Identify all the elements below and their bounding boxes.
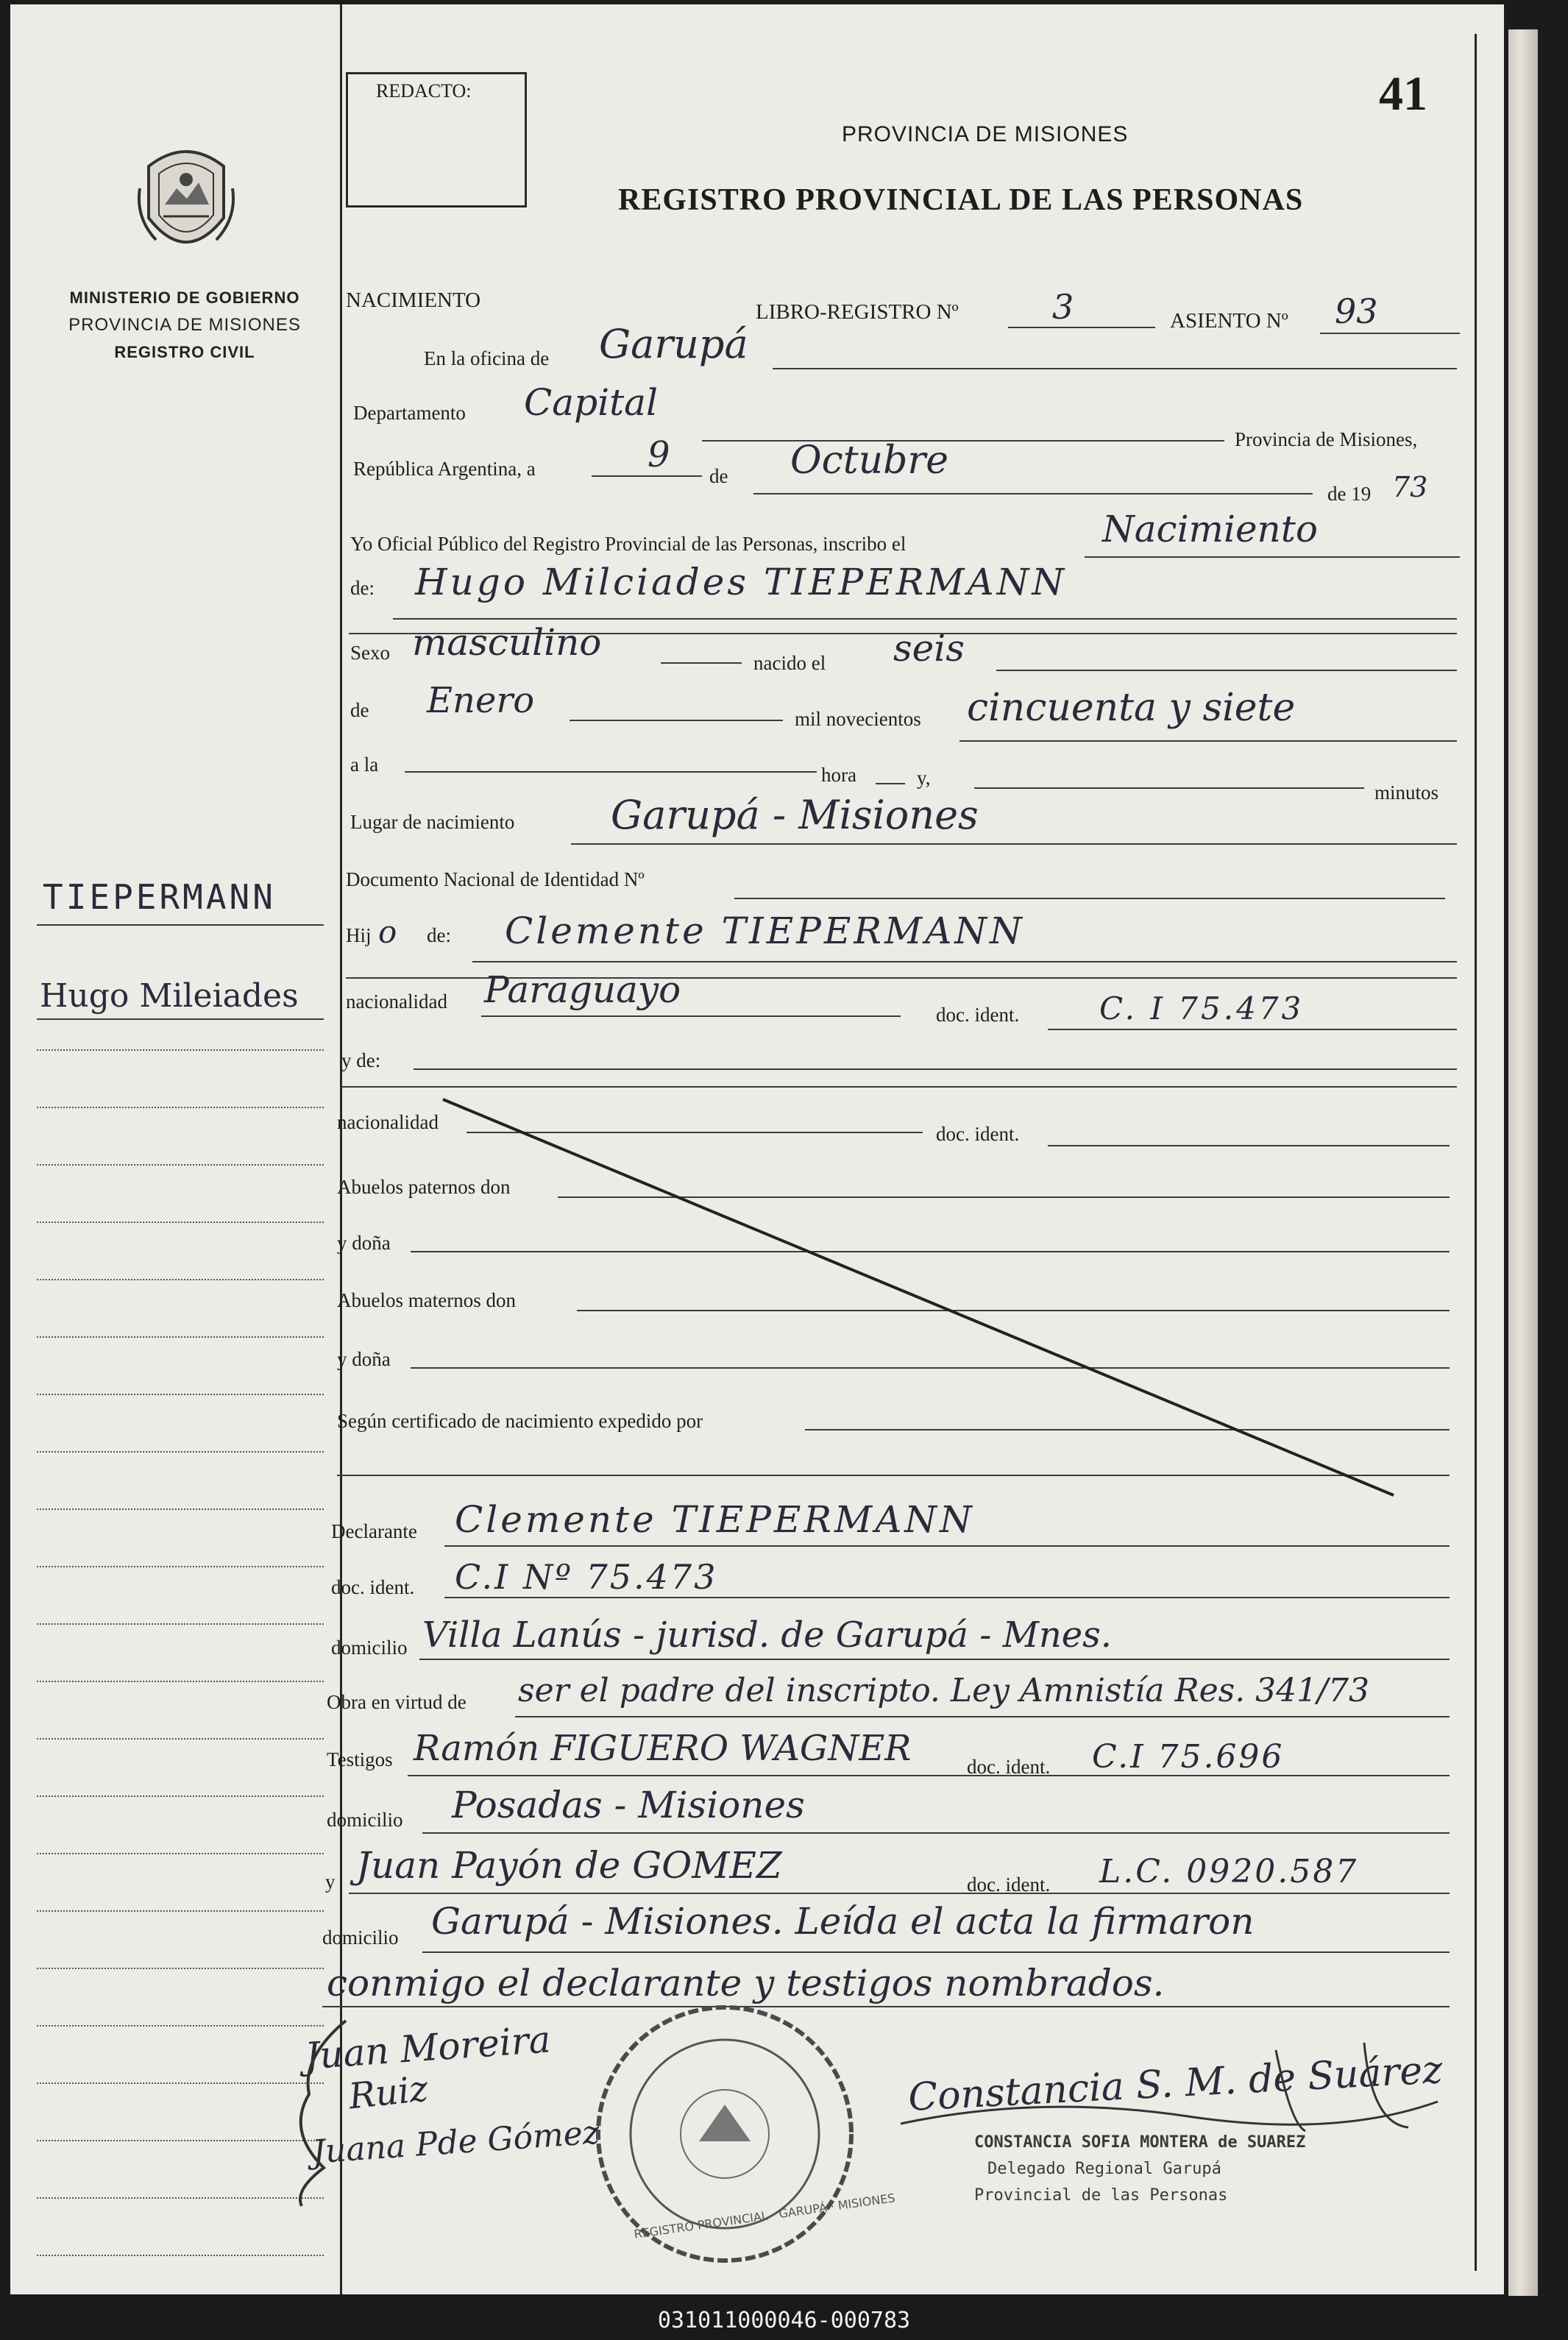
- de-label: de: [709, 465, 728, 487]
- declarante-domicilio-value: Villa Lanús - jurisd. de Garupá - Mnes.: [422, 1614, 1113, 1656]
- padre-rule: [472, 961, 1457, 962]
- mes-rule: [753, 493, 1313, 494]
- padre-doc-value: C. I 75.473: [1099, 990, 1305, 1027]
- doc-ident-label: doc. ident.: [936, 1004, 1020, 1026]
- testigo1-domicilio-value: Posadas - Misiones: [452, 1784, 805, 1826]
- margin-dotted-line: [37, 1336, 324, 1338]
- a-la-rule: [405, 771, 817, 773]
- padre-value: Clemente TIEPERMANN: [505, 910, 1025, 952]
- abuelos-paternos-label: Abuelos paternos don: [337, 1176, 511, 1198]
- nacionalidad-label: nacionalidad: [346, 990, 447, 1013]
- y-label: y,: [917, 767, 931, 789]
- closing-value: conmigo el declarante y testigos nombrados.: [327, 1962, 1165, 2004]
- ministry-line3: REGISTRO CIVIL: [114, 343, 255, 361]
- ministry-line1: MINISTERIO DE GOBIERNO: [69, 288, 300, 307]
- nacido-mes-rule: [570, 720, 783, 721]
- abuelos-maternos-label: Abuelos maternos don: [337, 1289, 516, 1311]
- archive-footer: 031011000046-000783: [0, 2302, 1568, 2340]
- declarante-value: Clemente TIEPERMANN: [455, 1498, 975, 1541]
- margin-rule-2: [37, 1018, 324, 1020]
- testigo2-domicilio-rule: [422, 1951, 1450, 1953]
- y-dona-label: y doña: [337, 1232, 391, 1254]
- de-year-label: de 19: [1327, 483, 1372, 505]
- provincia-label: Provincia de Misiones,: [1235, 428, 1418, 450]
- testigo1-rule: [408, 1775, 1450, 1776]
- doc-ident-madre-label: doc. ident.: [936, 1123, 1020, 1145]
- margin-dotted-line: [37, 1394, 324, 1395]
- hijo-suffix: o: [378, 914, 397, 950]
- declarante-doc-value: C.I Nº 75.473: [455, 1557, 718, 1597]
- domicilio-label: domicilio: [331, 1637, 408, 1659]
- documento-label: Documento Nacional de Identidad Nº: [346, 868, 645, 890]
- nacido-anio-rule: [959, 740, 1457, 742]
- provincial-seal-icon: [134, 137, 238, 266]
- margin-dotted-line: [37, 1451, 324, 1453]
- signature-left-2: Ruiz: [347, 2068, 430, 2118]
- cancellation-line: [437, 1086, 1408, 1506]
- margin-dotted-line: [37, 1508, 324, 1510]
- nacionalidad-madre-label: nacionalidad: [337, 1111, 439, 1133]
- oficina-label: En la oficina de: [424, 347, 550, 369]
- ministry-block: [56, 288, 313, 362]
- domicilio-3-label: domicilio: [322, 1926, 399, 1949]
- minutos-rule: [974, 787, 1364, 789]
- margin-dotted-line: [37, 1681, 324, 1682]
- signature-left-3: Juana Pde Gómez: [311, 2113, 601, 2171]
- a-la-label: a la: [350, 754, 379, 776]
- hora-rule: [876, 783, 905, 784]
- page-edge-shadow: [1508, 29, 1538, 2296]
- dia-rule: [592, 475, 702, 477]
- segun-label: Según certificado de nacimiento expedido por: [337, 1410, 703, 1432]
- stamp-line1: CONSTANCIA SOFIA MONTERA de SUAREZ: [974, 2133, 1306, 2152]
- redacto-label: REDACTO:: [376, 80, 472, 102]
- obra-label: Obra en virtud de: [327, 1691, 467, 1713]
- margin-dotted-line: [37, 1910, 324, 1912]
- certificate-page: [10, 4, 1504, 2294]
- testigo2-rule: [349, 1893, 1450, 1894]
- padre-nacionalidad-rule: [481, 1015, 901, 1017]
- asiento-label: ASIENTO Nº: [1170, 309, 1288, 333]
- oficina-value: Garupá: [599, 321, 748, 367]
- declarante-rule: [444, 1545, 1450, 1547]
- testigos-label: Testigos: [327, 1748, 393, 1770]
- lugar-rule: [571, 843, 1457, 845]
- signature-right: Constancia S. M. de Suárez: [907, 2048, 1444, 2120]
- mes-nac-de-label: de: [350, 699, 369, 721]
- mes-value: Octubre: [790, 439, 949, 483]
- margin-surname: TIEPERMANN: [43, 877, 276, 917]
- departamento-value: Capital: [524, 381, 658, 424]
- padre-doc-rule: [1048, 1029, 1457, 1030]
- lugar-value: Garupá - Misiones: [611, 792, 979, 838]
- margin-dotted-line: [37, 1623, 324, 1625]
- sexo-label: Sexo: [350, 642, 390, 664]
- ministry-line2: PROVINCIA DE MISIONES: [68, 315, 301, 335]
- sexo-value: masculino: [412, 621, 602, 664]
- mil-novecientos-label: mil novecientos: [795, 708, 921, 730]
- officer-stamp: [974, 2130, 1305, 2209]
- declarante-domicilio-rule: [419, 1659, 1450, 1660]
- inscripcion-value: Nacimiento: [1102, 508, 1318, 550]
- declarante-label: Declarante: [331, 1520, 417, 1542]
- libro-label: LIBRO-REGISTRO Nº: [756, 300, 959, 324]
- margin-rule-1: [37, 924, 324, 926]
- testigo1-doc-label: doc. ident.: [967, 1756, 1051, 1778]
- nombre-rule: [393, 618, 1457, 620]
- stamp-line2: Delegado Regional Garupá: [987, 2160, 1221, 2178]
- minutos-label: minutos: [1374, 781, 1439, 804]
- padre-nacionalidad-value: Paraguayo: [484, 968, 681, 1011]
- year-value: 73: [1392, 471, 1428, 503]
- republica-label: República Argentina, a: [353, 458, 536, 480]
- left-margin-rule: [340, 4, 342, 2294]
- stamp-line3: Provincial de las Personas: [974, 2186, 1228, 2205]
- asiento-value: 93: [1335, 291, 1378, 331]
- signature-left-flourish: [280, 2013, 368, 2212]
- y-testigo-label: y: [325, 1871, 336, 1893]
- testigo2-doc-value: L.C. 0920.587: [1099, 1853, 1359, 1890]
- margin-dotted-line: [37, 1738, 324, 1740]
- nombre-de-label: de:: [350, 577, 375, 599]
- declarante-doc-rule: [444, 1597, 1450, 1598]
- header-title: REGISTRO PROVINCIAL DE LAS PERSONAS: [618, 183, 1304, 217]
- nacido-mes-value: Enero: [427, 680, 535, 721]
- signature-left-1: Juan Moreira: [303, 2018, 553, 2078]
- margin-dotted-line: [37, 1853, 324, 1854]
- sheet-number: 41: [1379, 67, 1427, 121]
- hijo-label: Hij: [346, 924, 372, 946]
- departamento-rule: [702, 440, 1224, 442]
- nombre-value: Hugo Milciades TIEPERMANN: [415, 561, 1068, 603]
- redacto-box: [346, 72, 527, 208]
- signature-right-flourish: [893, 2035, 1452, 2138]
- obra-value: ser el padre del inscripto. Ley Amnistía Res. 341/73: [518, 1672, 1369, 1709]
- hora-label: hora: [821, 764, 856, 786]
- margin-dotted-line: [37, 1279, 324, 1280]
- dia-value: 9: [648, 434, 670, 475]
- margin-dotted-line: [37, 1222, 324, 1223]
- y-de-label: y de:: [341, 1049, 381, 1071]
- testigo1-doc-value: C.I 75.696: [1092, 1738, 1285, 1776]
- declarante-doc-label: doc. ident.: [331, 1576, 415, 1598]
- hijo-de-label: de:: [427, 924, 451, 946]
- nacido-anio-value: cincuenta y siete: [967, 686, 1296, 730]
- margin-dotted-line: [37, 2255, 324, 2256]
- testigo2-value: Juan Payón de GOMEZ: [356, 1844, 782, 1887]
- asiento-rule: [1320, 333, 1460, 334]
- inscripcion-rule: [1085, 556, 1460, 558]
- testigo1-domicilio-rule: [422, 1832, 1450, 1834]
- obra-rule: [515, 1716, 1450, 1717]
- closing-rule: [322, 2006, 1450, 2007]
- nacimiento-label: NACIMIENTO: [346, 288, 481, 312]
- lugar-label: Lugar de nacimiento: [350, 811, 515, 833]
- oficina-rule: [773, 368, 1457, 369]
- nacido-rule: [996, 670, 1457, 671]
- right-margin-rule: [1475, 34, 1477, 2271]
- nacido-dia-value: seis: [893, 627, 965, 670]
- documento-rule: [734, 898, 1445, 899]
- libro-rule: [1008, 327, 1155, 328]
- margin-dotted-line: [37, 1049, 324, 1051]
- seal-text: REGISTRO PROVINCIAL · GARUPÁ · MISIONES: [633, 2191, 896, 2241]
- margin-dotted-line: [37, 1795, 324, 1797]
- header-province: PROVINCIA DE MISIONES: [842, 122, 1129, 146]
- testigo1-value: Ramón FIGUERO WAGNER: [414, 1728, 912, 1769]
- departamento-label: Departamento: [353, 402, 466, 424]
- yo-oficial-label: Yo Oficial Público del Registro Provincial de las Personas, inscribo el: [350, 533, 907, 555]
- margin-dotted-line: [37, 1968, 324, 1969]
- domicilio-2-label: domicilio: [327, 1809, 403, 1831]
- testigo2-domicilio-value: Garupá - Misiones. Leída el acta la firmaron: [431, 1900, 1255, 1943]
- margin-dotted-line: [37, 1566, 324, 1567]
- y-dona-2-label: y doña: [337, 1348, 391, 1370]
- libro-value: 3: [1052, 287, 1074, 327]
- margin-dotted-line: [37, 1107, 324, 1108]
- nacido-label: nacido el: [753, 652, 826, 674]
- margin-given-names: Hugo Mileiades: [40, 977, 299, 1015]
- testigo2-doc-label: doc. ident.: [967, 1873, 1051, 1896]
- sexo-rule: [661, 662, 742, 664]
- madre-rule: [414, 1068, 1457, 1070]
- official-round-seal-icon: [589, 1994, 861, 2274]
- margin-dotted-line: [37, 1164, 324, 1166]
